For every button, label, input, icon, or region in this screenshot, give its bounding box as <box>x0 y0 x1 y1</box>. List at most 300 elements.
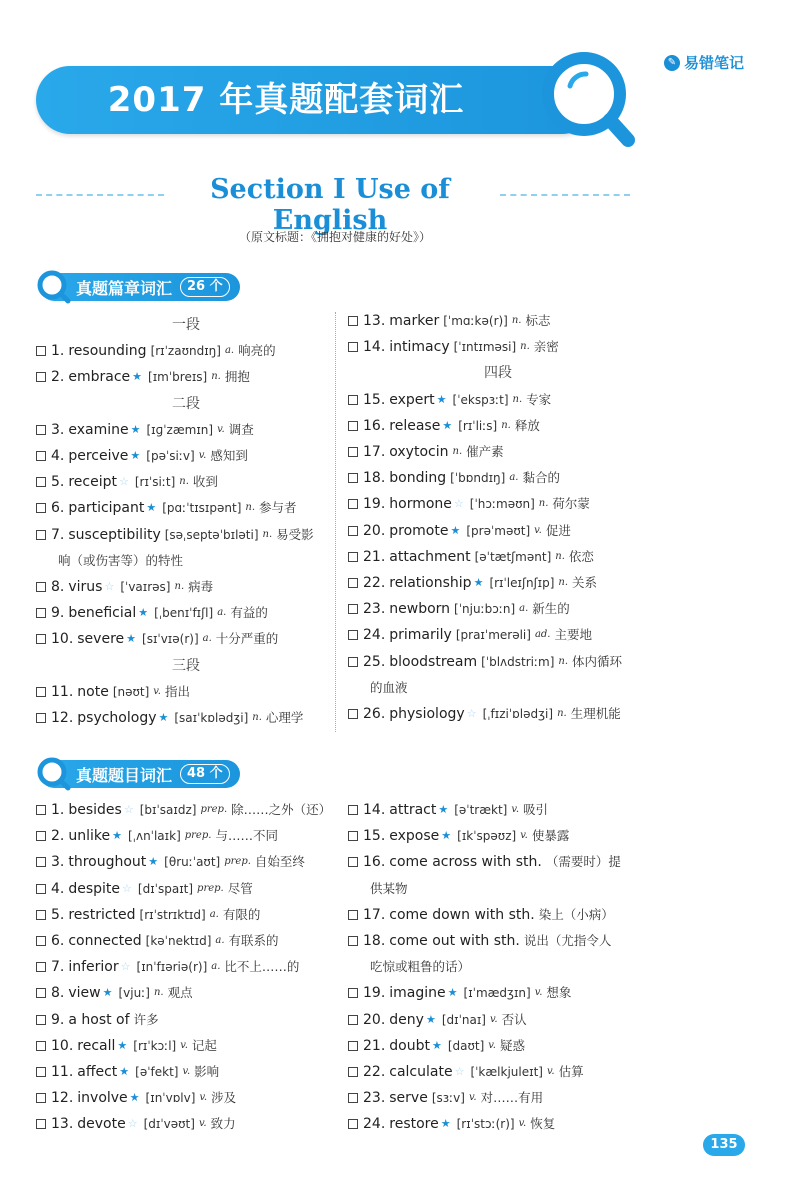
vocab-item <box>36 705 336 731</box>
star-icon: ★ <box>112 829 122 843</box>
item-number: 16. <box>363 417 386 434</box>
vocab-word: throughout <box>68 854 147 871</box>
passage-right-column <box>348 308 648 727</box>
item-number: 9. <box>51 605 65 622</box>
item-number: 1. <box>51 343 65 360</box>
phonetic: [ˈbɒndɪŋ] <box>450 471 506 486</box>
phonetic: [ɪɡˈzæmɪn] <box>146 422 214 437</box>
vocab-item <box>348 518 648 544</box>
vocab-word: embrace <box>68 369 131 386</box>
definition-text: 参与者 <box>259 500 297 516</box>
checkbox[interactable] <box>36 687 46 697</box>
vocab-item <box>36 980 336 1006</box>
passage-vocab-heading <box>40 273 240 301</box>
item-number: 24. <box>363 1116 386 1133</box>
vocab-word: despite <box>68 880 121 897</box>
checkbox[interactable] <box>348 447 358 457</box>
star-icon: ★ <box>442 418 453 432</box>
checkbox[interactable] <box>36 425 46 435</box>
item-number: 5. <box>51 474 65 491</box>
part-of-speech: v. <box>534 524 542 536</box>
item-number: 6. <box>51 933 65 950</box>
part-of-speech: v. <box>520 830 528 842</box>
definition-text: 供某物 <box>370 880 408 896</box>
vocab-item <box>36 876 336 902</box>
part-of-speech: n. <box>174 580 185 592</box>
phonetic: [ɪˈmædʒɪn] <box>463 986 531 1001</box>
vocab-item <box>36 797 336 823</box>
definition-text: 指出 <box>164 683 190 699</box>
checkbox[interactable] <box>348 499 358 509</box>
passage-left-column <box>36 312 336 731</box>
part-of-speech: prep. <box>197 882 224 894</box>
divider-line <box>500 194 630 196</box>
definition-text: 许多 <box>133 1011 159 1027</box>
star-icon: ☆ <box>104 579 115 593</box>
star-icon: ★ <box>447 986 458 1000</box>
part-of-speech: v. <box>534 987 543 999</box>
part-of-speech: v. <box>468 1092 477 1104</box>
paragraph-heading: 一段 <box>172 317 200 334</box>
vocab-item <box>348 797 648 823</box>
column-divider <box>335 312 336 732</box>
definition-text: 估算 <box>558 1063 584 1079</box>
checkbox[interactable] <box>348 421 358 431</box>
definition-text: 病毒 <box>188 578 214 594</box>
part-of-speech: n. <box>153 987 164 999</box>
item-number: 4. <box>51 880 65 897</box>
part-of-speech: prep. <box>224 856 251 868</box>
star-icon: ★ <box>146 501 157 515</box>
checkbox[interactable] <box>348 316 358 326</box>
passage-vocab-count: 26 个 <box>180 277 230 297</box>
definition-text: 释放 <box>514 417 540 433</box>
star-icon: ★ <box>425 1012 436 1026</box>
definition-text: 促进 <box>545 522 571 538</box>
checkbox[interactable] <box>348 342 358 352</box>
vocab-word: recall <box>77 1037 116 1054</box>
star-icon: ★ <box>130 449 141 463</box>
item-number: 15. <box>363 828 386 845</box>
top-label <box>664 52 744 73</box>
checkbox[interactable] <box>36 936 46 946</box>
item-number: 13. <box>363 313 386 330</box>
definition-text: 生理机能 <box>570 705 621 721</box>
definition-text: 亲密 <box>533 339 559 355</box>
part-of-speech: a. <box>209 908 219 920</box>
checkbox[interactable] <box>36 713 46 723</box>
vocab-word: examine <box>68 421 129 438</box>
item-number: 10. <box>51 1037 74 1054</box>
vocab-item <box>348 491 648 517</box>
definition-text: 新生的 <box>532 601 570 617</box>
definition-text: 心理学 <box>265 709 304 725</box>
vocab-word: receipt <box>68 474 117 491</box>
vocab-item <box>348 823 648 849</box>
question-vocab-heading <box>40 760 240 788</box>
definition-text: 关系 <box>572 574 598 590</box>
checkbox[interactable] <box>36 530 46 540</box>
vocab-word: come out with sth. <box>389 933 520 950</box>
vocab-item <box>36 443 336 469</box>
item-number: 8. <box>51 578 65 595</box>
definition-text: 吃惊或粗鲁的话） <box>370 959 471 975</box>
part-of-speech: n. <box>245 502 255 514</box>
vocab-word: calculate <box>389 1063 453 1080</box>
vocab-item <box>36 849 336 875</box>
item-number: 14. <box>363 339 386 356</box>
star-icon: ☆ <box>119 475 129 489</box>
definition-text: 依恋 <box>568 548 594 564</box>
phonetic: [ˌʌnˈlaɪk] <box>127 829 181 844</box>
definition-continuation <box>348 876 648 902</box>
vocab-item <box>348 1033 648 1059</box>
question-vocab-label: 真题题目词汇 <box>76 765 173 785</box>
vocab-item <box>348 622 648 648</box>
phonetic: [sɜːv] <box>431 1091 465 1106</box>
definition-text: 体内循环 <box>572 653 623 669</box>
checkbox[interactable] <box>348 473 358 483</box>
item-number: 21. <box>363 548 386 565</box>
definition-text: 调查 <box>228 421 254 437</box>
definition-text: 响（或伤害等）的特性 <box>58 552 184 568</box>
definition-text: 的血液 <box>370 679 408 695</box>
checkbox[interactable] <box>36 608 46 618</box>
checkbox[interactable] <box>348 857 358 867</box>
part-of-speech: n. <box>520 341 530 353</box>
checkbox[interactable] <box>36 910 46 920</box>
phonetic: [ˈhɔːməʊn] <box>469 497 535 512</box>
star-icon: ★ <box>450 523 461 537</box>
vocab-word: come across with sth. <box>389 854 542 871</box>
part-of-speech: n. <box>538 498 549 510</box>
vocab-word: beneficial <box>68 605 137 622</box>
vocab-item <box>348 387 648 413</box>
part-of-speech: v. <box>488 1039 496 1051</box>
checkbox[interactable] <box>348 552 358 562</box>
definition-text: 感知到 <box>210 448 248 464</box>
definition-text: 荷尔蒙 <box>552 496 590 512</box>
part-of-speech: v. <box>198 1118 207 1130</box>
part-of-speech: n. <box>211 371 221 383</box>
item-number: 21. <box>363 1037 386 1054</box>
item-number: 20. <box>363 1011 386 1028</box>
definition-continuation <box>36 548 336 574</box>
vocab-word: perceive <box>68 448 129 465</box>
checkbox[interactable] <box>36 1067 46 1077</box>
item-number: 19. <box>363 985 386 1002</box>
vocab-word: physiology <box>389 705 465 722</box>
phonetic: [rɪˈstɔː(r)] <box>456 1117 515 1132</box>
checkbox[interactable] <box>36 831 46 841</box>
checkbox[interactable] <box>348 630 358 640</box>
checkbox[interactable] <box>348 1041 358 1051</box>
vocab-word: promote <box>389 522 449 539</box>
checkbox[interactable] <box>36 346 46 356</box>
item-number: 16. <box>363 854 386 871</box>
vocab-item <box>348 413 648 439</box>
question-left-column <box>36 797 336 1137</box>
checkbox[interactable] <box>348 395 358 405</box>
definition-text: 收到 <box>192 474 218 490</box>
part-of-speech: n. <box>179 476 189 488</box>
vocab-word: involve <box>77 1090 128 1107</box>
phonetic: [nəʊt] <box>112 684 150 699</box>
star-icon: ★ <box>119 1064 130 1078</box>
definition-text: 染上（小病） <box>538 906 614 922</box>
vocab-word: attract <box>389 802 437 819</box>
vocab-word: susceptibility <box>68 526 161 543</box>
vocab-item <box>348 1059 648 1085</box>
vocab-word: connected <box>68 933 142 950</box>
checkbox[interactable] <box>36 1119 46 1129</box>
part-of-speech: n. <box>501 419 511 431</box>
part-of-speech: v. <box>180 1039 188 1051</box>
vocab-word: resounding <box>68 343 147 360</box>
item-number: 5. <box>51 906 65 923</box>
checkbox[interactable] <box>36 1093 46 1103</box>
vocab-word: view <box>68 985 101 1002</box>
vocab-item <box>36 1085 336 1111</box>
vocab-word: restore <box>389 1116 439 1133</box>
phonetic: [sɪˈvɪə(r)] <box>142 632 199 647</box>
checkbox[interactable] <box>36 477 46 487</box>
phonetic: [səˌseptəˈbɪləti] <box>164 527 259 542</box>
star-icon: ★ <box>436 392 447 406</box>
definition-text: 催产素 <box>466 444 504 460</box>
definition-text: 标志 <box>525 313 551 329</box>
checkbox[interactable] <box>348 1067 358 1077</box>
vocab-word: imagine <box>389 985 446 1002</box>
star-icon: ☆ <box>127 1117 138 1131</box>
vocab-item <box>36 495 336 521</box>
phonetic: [pɑːˈtɪsɪpənt] <box>162 501 242 516</box>
vocab-word: unlike <box>68 828 111 845</box>
checkbox[interactable] <box>36 988 46 998</box>
title-banner <box>36 66 596 134</box>
vocab-word: attachment <box>389 548 471 565</box>
checkbox[interactable] <box>36 805 46 815</box>
item-number: 23. <box>363 601 386 618</box>
checkbox[interactable] <box>348 805 358 815</box>
part-of-speech: v. <box>153 685 161 697</box>
item-number: 23. <box>363 1090 386 1107</box>
vocab-item <box>36 1007 336 1033</box>
vocab-word: primarily <box>389 627 452 644</box>
item-number: 14. <box>363 802 386 819</box>
part-of-speech: a. <box>202 633 212 645</box>
definition-text: 拥抱 <box>224 369 250 385</box>
checkbox[interactable] <box>348 936 358 946</box>
vocab-word: virus <box>68 578 103 595</box>
vocab-word: besides <box>68 802 122 819</box>
vocab-word: severe <box>77 631 125 648</box>
part-of-speech: a. <box>224 345 235 357</box>
star-icon: ★ <box>473 575 484 589</box>
checkbox[interactable] <box>348 578 358 588</box>
definition-text: 致力 <box>210 1116 236 1132</box>
definition-text: 响亮的 <box>238 343 276 359</box>
definition-continuation <box>348 954 648 980</box>
vocab-word: release <box>389 417 441 434</box>
checkbox[interactable] <box>36 634 46 644</box>
phonetic: [rɪˈleɪʃnʃɪp] <box>489 575 555 590</box>
checkbox[interactable] <box>348 831 358 841</box>
checkbox[interactable] <box>36 962 46 972</box>
phonetic: [ˌbenɪˈfɪʃl] <box>154 606 214 621</box>
definition-text: 疑惑 <box>499 1037 525 1053</box>
item-number: 4. <box>51 448 65 465</box>
page-number: 135 <box>703 1134 745 1156</box>
star-icon: ★ <box>148 855 159 869</box>
checkbox[interactable] <box>348 526 358 536</box>
question-vocab-count: 48 个 <box>180 764 230 784</box>
star-icon: ★ <box>138 606 149 620</box>
item-number: 6. <box>51 500 65 517</box>
vocab-word: expert <box>389 391 435 408</box>
vocab-item <box>36 1111 336 1137</box>
vocab-item <box>36 574 336 600</box>
vocab-word: a host of <box>68 1011 130 1028</box>
definition-text: 有联系的 <box>228 933 279 949</box>
vocab-item <box>348 648 648 674</box>
part-of-speech: prep. <box>200 804 228 816</box>
phonetic: [əˈtrækt] <box>454 803 508 818</box>
definition-text: 恢复 <box>530 1116 556 1132</box>
checkbox[interactable] <box>348 1015 358 1025</box>
star-icon: ★ <box>126 632 137 646</box>
vocab-word: come down with sth. <box>389 906 535 923</box>
item-number: 15. <box>363 391 386 408</box>
checkbox[interactable] <box>36 582 46 592</box>
checkbox[interactable] <box>348 1119 358 1129</box>
passage-subtitle: （原文标题：《拥抱对健康的好处》） <box>238 230 431 244</box>
phonetic: [ˈkælkjuleɪt] <box>470 1064 543 1079</box>
vocab-item <box>36 626 336 652</box>
checkbox[interactable] <box>36 451 46 461</box>
checkbox[interactable] <box>36 503 46 513</box>
paragraph-heading: 四段 <box>484 365 512 382</box>
star-icon: ☆ <box>120 960 131 974</box>
item-number: 25. <box>363 653 386 670</box>
checkbox[interactable] <box>348 1093 358 1103</box>
checkbox[interactable] <box>36 884 46 894</box>
phonetic: [əˈtætʃmənt] <box>474 549 552 564</box>
definition-text: 使暴露 <box>531 828 570 844</box>
definition-text: 除……之外（还） <box>231 802 332 818</box>
magnifier-icon <box>36 756 72 792</box>
definition-text: 十分严重的 <box>215 631 279 647</box>
checkbox[interactable] <box>36 1015 46 1025</box>
vocab-item <box>36 522 336 548</box>
part-of-speech: v. <box>199 1092 208 1104</box>
vocab-word: expose <box>389 828 440 845</box>
part-of-speech: v. <box>546 1065 555 1077</box>
vocab-item <box>36 928 336 954</box>
star-icon: ☆ <box>122 881 132 895</box>
vocab-word: restricted <box>68 906 136 923</box>
item-number: 19. <box>363 496 386 513</box>
item-number: 17. <box>363 906 386 923</box>
part-of-speech: prep. <box>184 830 212 842</box>
star-icon: ☆ <box>454 1064 465 1078</box>
vocab-item <box>36 338 336 364</box>
vocab-item <box>348 849 648 875</box>
vocab-item <box>348 928 648 954</box>
checkbox[interactable] <box>36 1041 46 1051</box>
definition-text: 主要地 <box>554 627 592 643</box>
checkbox[interactable] <box>36 372 46 382</box>
phonetic: [rɪˈkɔːl] <box>133 1038 177 1053</box>
part-of-speech: v. <box>198 450 207 462</box>
checkbox[interactable] <box>348 604 358 614</box>
definition-text: 说出（尤指令人 <box>523 933 612 949</box>
part-of-speech: v. <box>518 1118 527 1130</box>
divider-line <box>36 194 164 196</box>
vocab-item <box>348 902 648 928</box>
checkbox[interactable] <box>348 910 358 920</box>
checkbox[interactable] <box>36 857 46 867</box>
definition-text: 对……有用 <box>480 1090 544 1106</box>
vocab-item <box>36 954 336 980</box>
vocab-word: inferior <box>68 959 119 976</box>
checkbox[interactable] <box>348 709 358 719</box>
definition-text: 自始至终 <box>254 854 305 870</box>
part-of-speech: ad. <box>534 629 551 641</box>
vocab-word: hormone <box>389 496 452 513</box>
paragraph-heading: 三段 <box>172 657 200 674</box>
vocab-word: note <box>77 683 109 700</box>
vocab-item <box>36 417 336 443</box>
item-number: 12. <box>51 1090 74 1107</box>
paragraph-heading: 二段 <box>172 395 200 412</box>
star-icon: ★ <box>132 370 143 384</box>
part-of-speech: a. <box>211 961 221 973</box>
item-number: 1. <box>51 802 65 819</box>
definition-text: 吸引 <box>523 802 549 818</box>
phonetic: [daʊt] <box>447 1038 485 1053</box>
vocab-word: marker <box>389 313 440 330</box>
part-of-speech: v. <box>511 804 520 816</box>
part-of-speech: v. <box>182 1065 191 1077</box>
checkbox[interactable] <box>348 657 358 667</box>
item-number: 17. <box>363 444 386 461</box>
pen-icon: ✎ <box>664 55 680 71</box>
vocab-word: relationship <box>389 574 472 591</box>
checkbox[interactable] <box>348 988 358 998</box>
star-icon: ☆ <box>466 706 477 720</box>
part-of-speech: n. <box>252 711 262 723</box>
item-number: 7. <box>51 959 65 976</box>
phonetic: [dɪˈnaɪ] <box>441 1012 486 1027</box>
phonetic: [ˈekspɜːt] <box>452 392 509 407</box>
vocab-word: bonding <box>389 470 447 487</box>
star-icon: ★ <box>440 1117 451 1131</box>
phonetic: [ɪkˈspəʊz] <box>457 829 517 844</box>
vocab-word: deny <box>389 1011 424 1028</box>
phonetic: [dɪˈspaɪt] <box>137 881 194 896</box>
item-number: 3. <box>51 854 65 871</box>
vocab-item <box>348 701 648 727</box>
definition-text: 否认 <box>501 1011 527 1027</box>
phonetic: [θruːˈaʊt] <box>164 855 221 870</box>
vocab-item <box>348 1007 648 1033</box>
vocab-item <box>36 679 336 705</box>
vocab-word: participant <box>68 500 145 517</box>
item-number: 18. <box>363 470 386 487</box>
item-number: 12. <box>51 709 74 726</box>
section-header <box>0 174 800 236</box>
